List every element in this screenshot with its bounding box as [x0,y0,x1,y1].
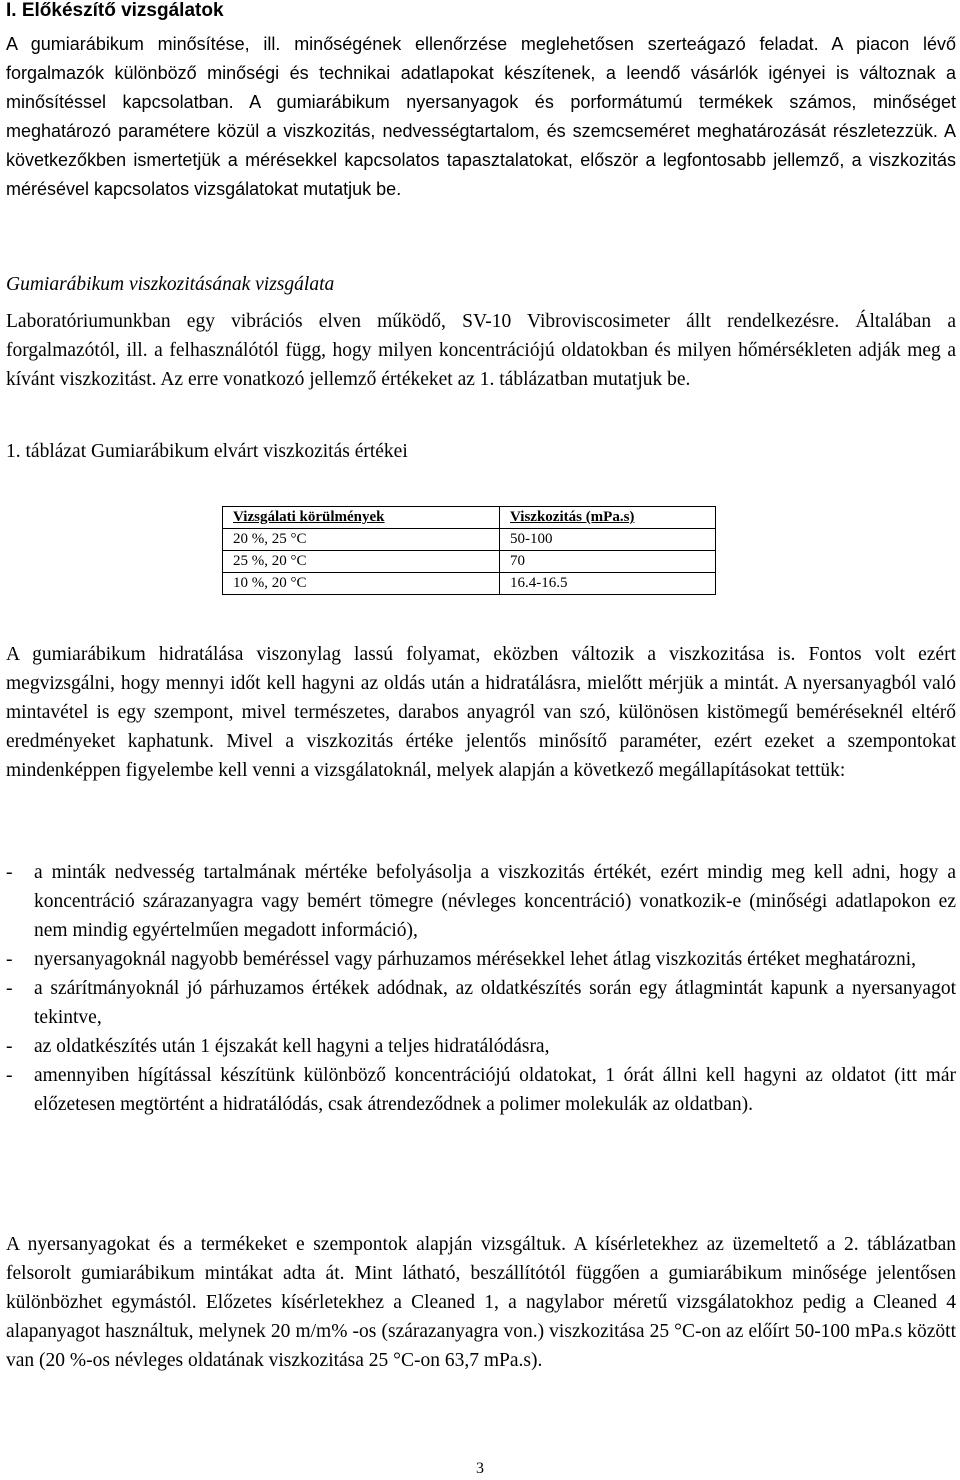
intro-paragraph: A gumiarábikum minősítése, ill. minőségének ellenőrzése meglehetősen szerteágazó feladat. A piacon lévő forgalmazók különböző minőségi és technikai adatlapokat készítenek, a leendő vásárlók igényei is változnak a minősítéssel kapcsolatban. A gumiarábikum nyersanyagok és porformátumú termékek számos, minőséget meghatározó paramétere közül a viszkozitás, nedvességtartalom, és szemcseméret meghatározását részletezzük. A következőkben ismertetjük a mérésekkel kapcsolatos tapasztalatokat, először a legfontosabb jellemző, a viszkozitás mérésével kapcsolatos vizsgálatokat mutatjuk be. [6,34,956,199]
page-number: 3 [476,1460,484,1477]
list-item: - a szárítmányoknál jó párhuzamos értékek adódnak, az oldatkészítés során egy átlagmintát kapunk a nyersanyagot tekintve, [6,974,956,1032]
section-title: I. Előkészítő vizsgálatok [6,0,224,21]
table-header-cell: Vizsgálati körülmények [223,507,500,529]
table-caption: 1. táblázat Gumiarábikum elvárt viszkozitás értékei [6,441,408,462]
table-row [223,573,716,595]
table-cell: 50-100 [500,529,716,551]
list-item: - amennyiben hígítással készítünk különböző koncentrációjú oldatokat, 1 órát állni kell hagyni az oldatot (itt már előzetesen megtörtént a hidratálódás, csak átrendeződnek a polimer molekulák az oldatban). [6,1061,956,1119]
table-cell: 10 %, 20 °C [223,573,500,595]
subsection-title: Gumiarábikum viszkozitásának vizsgálata [6,274,335,295]
table-cell: 16.4-16.5 [500,573,716,595]
table-cell: 25 %, 20 °C [223,551,500,573]
findings-list [6,858,956,1119]
list-item: - nyersanyagoknál nagyobb beméréssel vagy párhuzamos mérésekkel lehet átlag viszkozitás értéket meghatározni, [6,945,956,974]
table-row [223,551,716,573]
table-cell: 20 %, 25 °C [223,529,500,551]
table-header-row [223,507,716,529]
final-paragraph: A nyersanyagokat és a termékeket e szempontok alapján vizsgáltuk. A kísérletekhez az üzemeltető a 2. táblázatban felsorolt gumiarábikum mintákat adta át. Mint látható, beszállítótól függően a gumiarábikum minősége jelentősen különbözhet egymástól. Előzetes kísérletekhez a Cleaned 1, a nagylabor méretű vizsgálatokhoz pedig a Cleaned 4 alapanyagot használtuk, melynek 20 m/m% -os (szárazanyagra von.) viszkozitása 25 °C-on az előírt 50-100 mPa.s között van (20 %-os névleges oldatának viszkozitása 25 °C-on 63,7 mPa.s). [6,1234,956,1371]
lab-paragraph: Laboratóriumunkban egy vibrációs elven működő, SV-10 Vibroviscosimeter állt rendelkezésre. Általában a forgalmazótól, ill. a felhasználótól függ, hogy milyen koncentrációjú oldatokban és milyen hőmérsékleten adják meg a kívánt viszkozitást. Az erre vonatkozó jellemző értékeket az 1. táblázatban mutatjuk be. [6,311,956,390]
table-header-cell: Viszkozitás (mPa.s) [500,507,716,529]
list-item: - a minták nedvesség tartalmának mértéke befolyásolja a viszkozitás értékét, ezért mindig meg kell adni, hogy a koncentráció szárazanyagra vagy bemért tömegre (névleges koncentráció) vonatkozik-e (minőségi adatlapokon ez nem mindig egyértelműen megadott információ), [6,858,956,945]
hydration-paragraph: A gumiarábikum hidratálása viszonylag lassú folyamat, eközben változik a viszkozitása is. Fontos volt ezért megvizsgálni, hogy mennyi időt kell hagyni az oldás után a hidratálásra, mielőtt mérjük a mintát. A nyersanyagból való mintavétel is egy szempont, mivel természetes, darabos anyagról van szó, különösen kistömegű beméréseknél eltérő eredményeket kaphatunk. Mivel a viszkozitás értéke jelentős minősítő paraméter, ezért ezeket a szempontokat mindenképpen figyelembe kell venni a vizsgálatoknál, melyek alapján a következő megállapításokat tettük: [6,644,956,781]
table-row [223,529,716,551]
table-cell: 70 [500,551,716,573]
viscosity-table [222,506,716,595]
list-item: - az oldatkészítés után 1 éjszakát kell hagyni a teljes hidratálódásra, [6,1032,956,1061]
